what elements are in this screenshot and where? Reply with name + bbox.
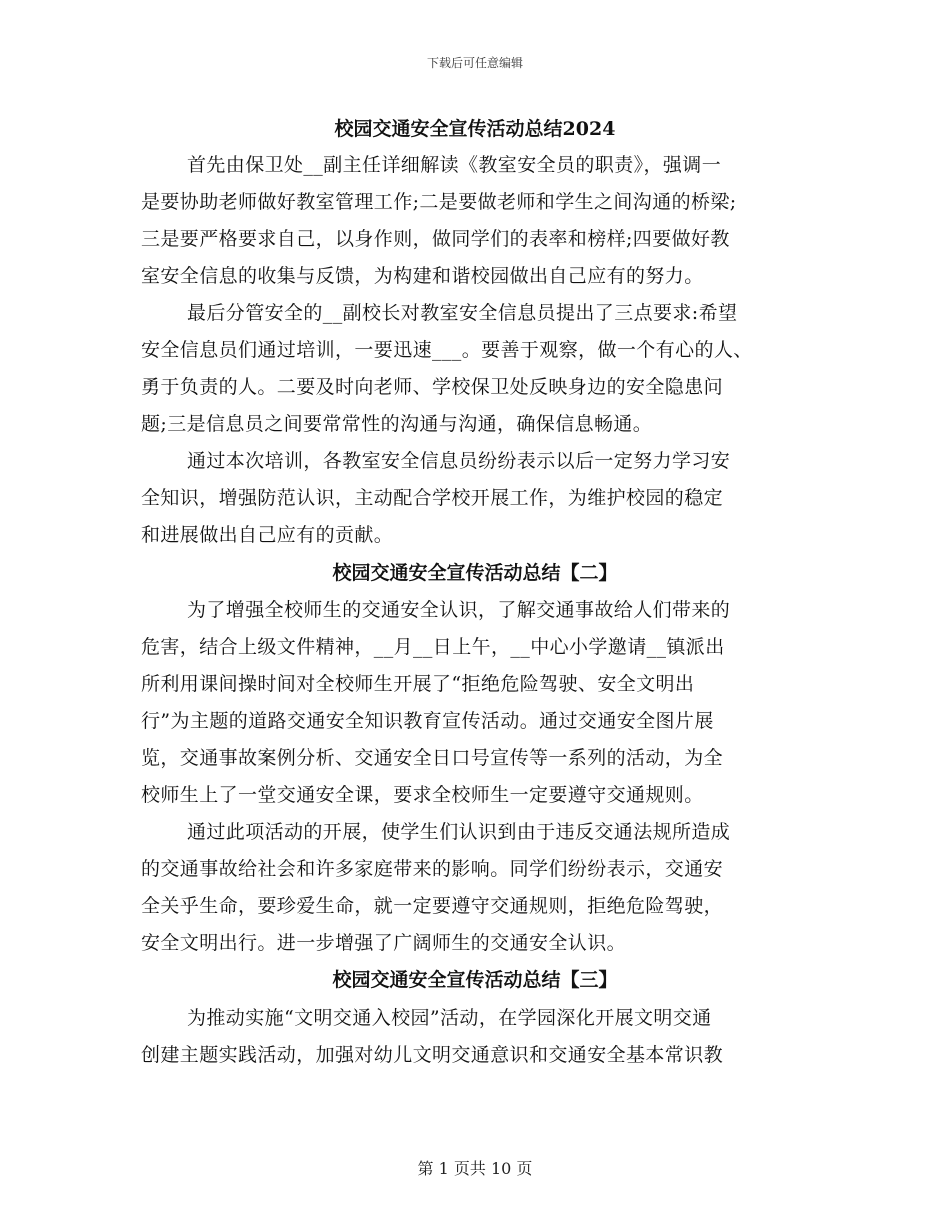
- section-title-1: 校园交通安全宣传活动总结2024: [334, 118, 616, 140]
- paragraph-line: 安全文明出行。进一步增强了广阔师生的交通安全认识。: [141, 932, 627, 954]
- paragraph-line: 和进展做出自己应有的贡献。: [141, 524, 394, 546]
- page-footer: 第 1 页共 10 页: [417, 1159, 533, 1178]
- paragraph-line: 最后分管安全的__副校长对教室安全信息员提出了三点要求:希望: [187, 302, 738, 324]
- paragraph-line: 题;三是信息员之间要常常性的沟通与沟通，确保信息畅通。: [141, 413, 653, 435]
- paragraph-line: 三是要严格要求自己，以身作则，做同学们的表率和榜样;四要做好教: [141, 228, 730, 250]
- paragraph-line: 通过此项活动的开展，使学生们认识到由于违反交通法规所造成: [187, 821, 731, 843]
- paragraph-line: 校师生上了一堂交通安全课，要求全校师生一定要遵守交通规则。: [141, 784, 704, 806]
- paragraph-line: 所利用课间操时间对全校师生开展了“拒绝危险驾驶、安全文明出: [141, 673, 695, 695]
- paragraph-line: 行”为主题的道路交通安全知识教育宣传活动。通过交通安全图片展: [141, 710, 714, 732]
- paragraph-line: 全关乎生命，要珍爱生命，就一定要遵守交通规则，拒绝危险驾驶，: [141, 895, 724, 917]
- paragraph-line: 危害，结合上级文件精神，__月__日上午，__中心小学邀请__镇派出: [141, 636, 725, 658]
- paragraph-line: 室安全信息的收集与反馈，为构建和谐校园做出自己应有的努力。: [141, 265, 704, 287]
- paragraph-line: 安全信息员们通过培训，一要迅速___。要善于观察，做一个有心的人、: [141, 339, 753, 361]
- paragraph-line: 为推动实施“文明交通入校园”活动，在学园深化开展文明交通: [187, 1007, 712, 1029]
- section-title-2: 校园交通安全宣传活动总结【二】: [332, 562, 618, 584]
- paragraph-line: 的交通事故给社会和许多家庭带来的影响。同学们纷纷表示，交通安: [141, 858, 724, 880]
- paragraph-line: 全知识，增强防范认识，主动配合学校开展工作，为维护校园的稳定: [141, 487, 724, 509]
- paragraph-line: 通过本次培训，各教室安全信息员纷纷表示以后一定努力学习安: [187, 450, 731, 472]
- section-title-3: 校园交通安全宣传活动总结【三】: [332, 969, 618, 991]
- paragraph-line: 创建主题实践活动，加强对幼儿文明交通意识和交通安全基本常识教: [141, 1044, 724, 1066]
- header-note: 下载后可任意编辑: [426, 56, 523, 70]
- paragraph-line: 首先由保卫处__副主任详细解读《教室安全员的职责》，强调一: [187, 154, 722, 176]
- paragraph-line: 是要协助老师做好教室管理工作;二是要做老师和学生之间沟通的桥梁;: [141, 191, 737, 213]
- paragraph-line: 览，交通事故案例分析、交通安全日口号宣传等一系列的活动，为全: [141, 747, 724, 769]
- paragraph-line: 为了增强全校师生的交通安全认识，了解交通事故给人们带来的: [187, 599, 731, 621]
- paragraph-line: 勇于负责的人。二要及时向老师、学校保卫处反映身边的安全隐患问: [141, 376, 724, 398]
